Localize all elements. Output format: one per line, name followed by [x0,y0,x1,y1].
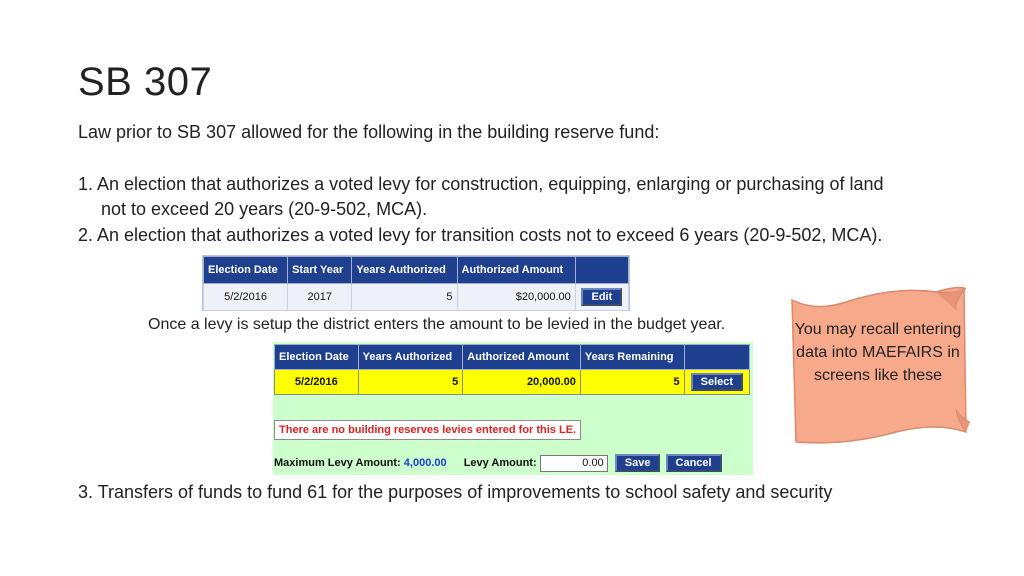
max-levy-value: 4,000.00 [403,457,447,469]
cell-start-year: 2017 [288,284,352,311]
col-election-date: Election Date [275,345,359,370]
edit-button[interactable]: Edit [581,288,622,306]
callout-text: You may recall entering data into MAEFAIRS in screens like these [794,321,962,384]
table-row [204,284,629,311]
col-election-date: Election Date [204,257,288,284]
cell-election-date: 5/2/2016 [204,284,288,311]
col-years-remaining: Years Remaining [580,345,684,370]
col-start-year: Start Year [288,257,352,284]
cell-authorized-amount: 20,000.00 [463,370,581,395]
caption-text: Once a levy is setup the district enters the amount to be levied in the budget year. [148,316,726,333]
cell-action [575,284,628,311]
table-row [275,370,750,395]
col-action [684,345,749,370]
warning-message: There are no building reserves levies entered for this LE. [274,420,581,440]
cell-authorized-amount: $20,000.00 [457,284,575,311]
select-button[interactable]: Select [691,373,743,391]
cell-years-authorized: 5 [352,284,457,311]
save-button[interactable]: Save [615,454,661,472]
cancel-button[interactable]: Cancel [666,454,722,472]
intro-text: Law prior to SB 307 allowed for the following in the building reserve fund: [78,122,660,142]
col-years-authorized: Years Authorized [358,345,463,370]
levy-authorization-grid [202,255,630,311]
col-years-authorized: Years Authorized [352,257,457,284]
col-action [575,257,628,284]
levy-entry-panel [273,342,753,475]
max-levy-label: Maximum Levy Amount: [274,457,401,469]
levy-amount-row [274,454,724,472]
levy-amount-label: Levy Amount: [463,457,537,469]
cell-action [684,370,749,395]
col-authorized-amount: Authorized Amount [457,257,575,284]
cell-election-date: 5/2/2016 [275,370,359,395]
slide-title: SB 307 [78,60,213,104]
cell-years-authorized: 5 [358,370,463,395]
list-item-1-line-1: 1. An election that authorizes a voted levy for construction, equipping, enlarging or purchasing of land [78,174,884,194]
col-authorized-amount: Authorized Amount [463,345,581,370]
list-item-2: 2. An election that authorizes a voted levy for transition costs not to exceed 6 years (20-9-502, MCA). [78,225,883,245]
levy-amount-input[interactable]: 0.00 [540,455,608,472]
list-item-1-line-2: not to exceed 20 years (20-9-502, MCA). [101,199,428,219]
list-item-3: 3. Transfers of funds to fund 61 for the purposes of improvements to school safety and security [78,482,833,502]
cell-years-remaining: 5 [580,370,684,395]
